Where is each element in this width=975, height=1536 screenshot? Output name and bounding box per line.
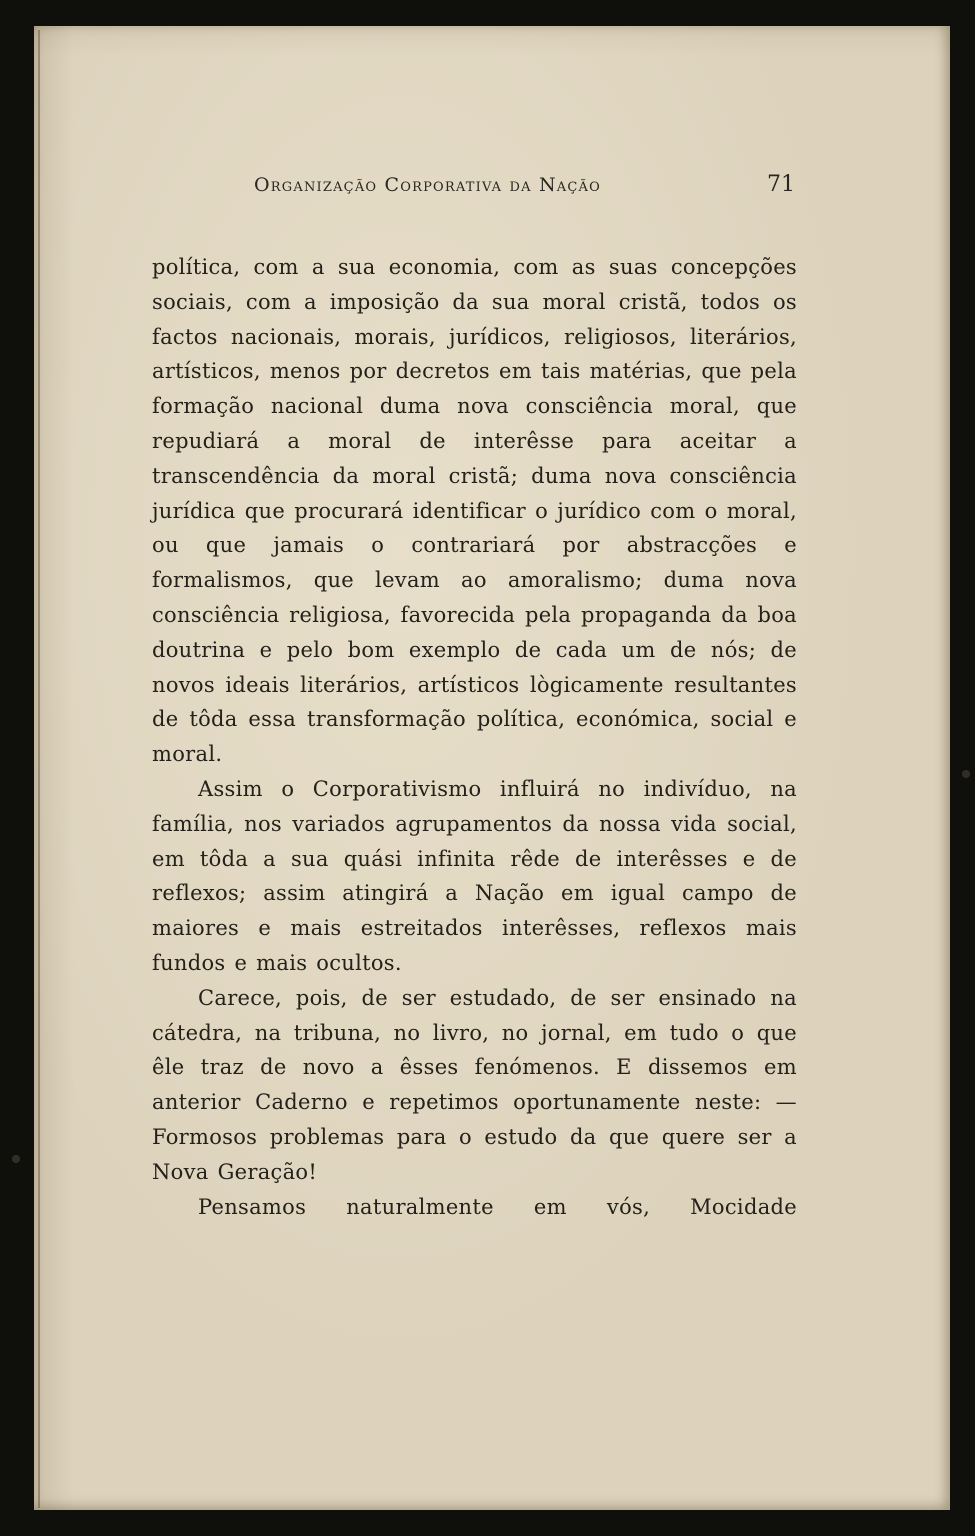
page-number: 71 [767, 172, 795, 197]
body-text [152, 250, 797, 1224]
running-header [152, 170, 797, 206]
page-gutter-edge [38, 30, 40, 1508]
paper-speck [12, 1155, 20, 1163]
paper-speck [962, 770, 970, 778]
running-title: Organização Corporativa da Nação [254, 174, 601, 196]
paragraph-1: política, com a sua economia, com as suas concepções sociais, com a imposição da sua moral cristã, todos os factos nacionais, morais, jurídicos, religiosos, literários, artísticos, menos por decretos em tais matérias, que pela formação nacional duma nova consciência moral, que repudiará a moral de interêsse para aceitar a transcendência da moral cristã; duma nova consciência jurídica que procurará identificar o jurídico com o moral, ou que jamais o contrariará por abstracções e formalismos, que levam ao amoralismo; duma nova consciência religiosa, favorecida pela propaganda da boa doutrina e pelo bom exemplo de cada um de nós; de novos ideais literários, artísticos lògicamente resultantes de tôda essa transformação política, económica, social e moral. [152, 255, 797, 767]
paragraph-2: Assim o Corporativismo influirá no indivíduo, na família, nos variados agrupamentos da nossa vida social, em tôda a sua quási infinita rêde de interêsses e de reflexos; assim atingirá a Nação em igual campo de maiores e mais estreitados interêsses, reflexos mais fundos e mais ocultos. [152, 776, 797, 975]
paragraph-4: Pensamos naturalmente em vós, Mocidade [198, 1194, 797, 1219]
paragraph-3: Carece, pois, de ser estudado, de ser ensinado na cátedra, na tribuna, no livro, no jornal, em tudo o que êle traz de novo a êsses fenómenos. E dissemos em anterior Caderno e repetimos oportunamente neste: — Formosos problemas para o estudo da que quere ser a Nova Geração! [152, 985, 797, 1184]
